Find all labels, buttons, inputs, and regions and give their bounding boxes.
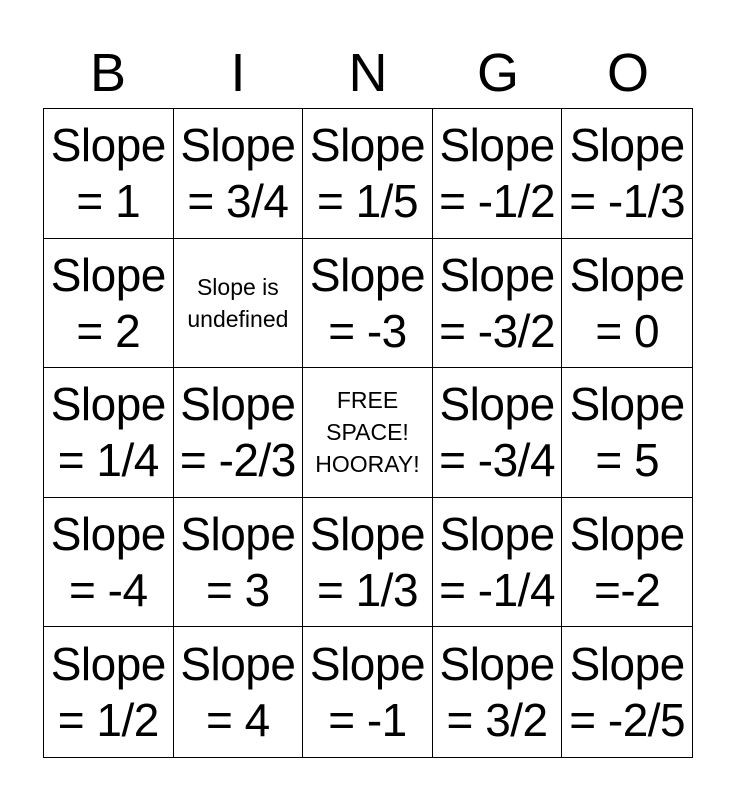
bingo-cell-r2-c2[interactable]	[174, 239, 304, 369]
bingo-cell-r5-c1[interactable]	[44, 627, 174, 757]
header-letter-g: G	[476, 43, 519, 103]
bingo-cell-label: Slope = 4	[180, 638, 296, 747]
bingo-cell-label: Slope = -4	[50, 508, 166, 617]
bingo-cell-label: Slope = -3/2	[439, 248, 556, 357]
bingo-cell-r3-c2[interactable]	[174, 368, 304, 498]
header-letter-i: I	[230, 43, 246, 103]
bingo-cell-r4-c1[interactable]	[44, 498, 174, 628]
bingo-cell-r5-c2[interactable]	[174, 627, 304, 757]
bingo-cell-label: Slope = -3/4	[439, 378, 556, 487]
bingo-header	[43, 38, 693, 108]
bingo-cell-r3-c3[interactable]	[303, 368, 433, 498]
bingo-cell-r2-c3[interactable]	[303, 239, 433, 369]
bingo-cell-label: Slope = 1/2	[50, 638, 166, 747]
bingo-cell-r3-c5[interactable]	[562, 368, 692, 498]
bingo-cell-r4-c3[interactable]	[303, 498, 433, 628]
bingo-cell-r2-c5[interactable]	[562, 239, 692, 369]
bingo-cell-label: Slope = -3	[309, 248, 426, 357]
bingo-cell-label: Slope = 1/3	[309, 508, 426, 617]
header-letter-n: N	[348, 43, 388, 103]
bingo-cell-label: Slope = -1/2	[439, 119, 556, 228]
bingo-cell-label: Slope = -1/4	[439, 508, 556, 617]
bingo-cell-r4-c5[interactable]	[562, 498, 692, 628]
bingo-cell-r1-c2[interactable]	[174, 109, 304, 239]
bingo-cell-label: Slope = 1	[50, 119, 166, 228]
bingo-cell-r5-c5[interactable]	[562, 627, 692, 757]
bingo-cell-r5-c4[interactable]	[433, 627, 563, 757]
bingo-cell-r3-c1[interactable]	[44, 368, 174, 498]
bingo-cell-r2-c4[interactable]	[433, 239, 563, 369]
bingo-cell-label: Slope =-2	[569, 508, 685, 617]
bingo-cell-label: FREE SPACE! HOORAY!	[315, 387, 420, 478]
bingo-cell-label: Slope = 3/4	[180, 119, 296, 228]
bingo-cell-label: Slope is undefined	[187, 273, 289, 332]
bingo-cell-r5-c3[interactable]	[303, 627, 433, 757]
bingo-cell-label: Slope = -1/3	[569, 119, 686, 228]
header-letter-o: O	[606, 43, 649, 103]
bingo-cell-label: Slope = 1/5	[309, 119, 426, 228]
bingo-cell-label: Slope = -1	[309, 638, 426, 747]
bingo-cell-r2-c1[interactable]	[44, 239, 174, 369]
bingo-cell-r1-c1[interactable]	[44, 109, 174, 239]
bingo-cell-label: Slope = 2	[50, 248, 166, 357]
bingo-grid	[43, 108, 693, 758]
bingo-cell-r4-c2[interactable]	[174, 498, 304, 628]
bingo-cell-label: Slope = 3	[180, 508, 296, 617]
bingo-cell-r3-c4[interactable]	[433, 368, 563, 498]
bingo-cell-label: Slope = -2/3	[179, 378, 296, 487]
bingo-cell-label: Slope = 3/2	[439, 638, 555, 747]
bingo-cell-r4-c4[interactable]	[433, 498, 563, 628]
bingo-cell-label: Slope = 1/4	[50, 378, 166, 487]
bingo-cell-label: Slope = 5	[569, 378, 685, 487]
bingo-cell-r1-c4[interactable]	[433, 109, 563, 239]
bingo-cell-r1-c3[interactable]	[303, 109, 433, 239]
bingo-cell-r1-c5[interactable]	[562, 109, 692, 239]
header-letter-b: B	[89, 43, 127, 103]
bingo-cell-label: Slope = -2/5	[569, 638, 686, 747]
bingo-cell-label: Slope = 0	[569, 248, 685, 357]
